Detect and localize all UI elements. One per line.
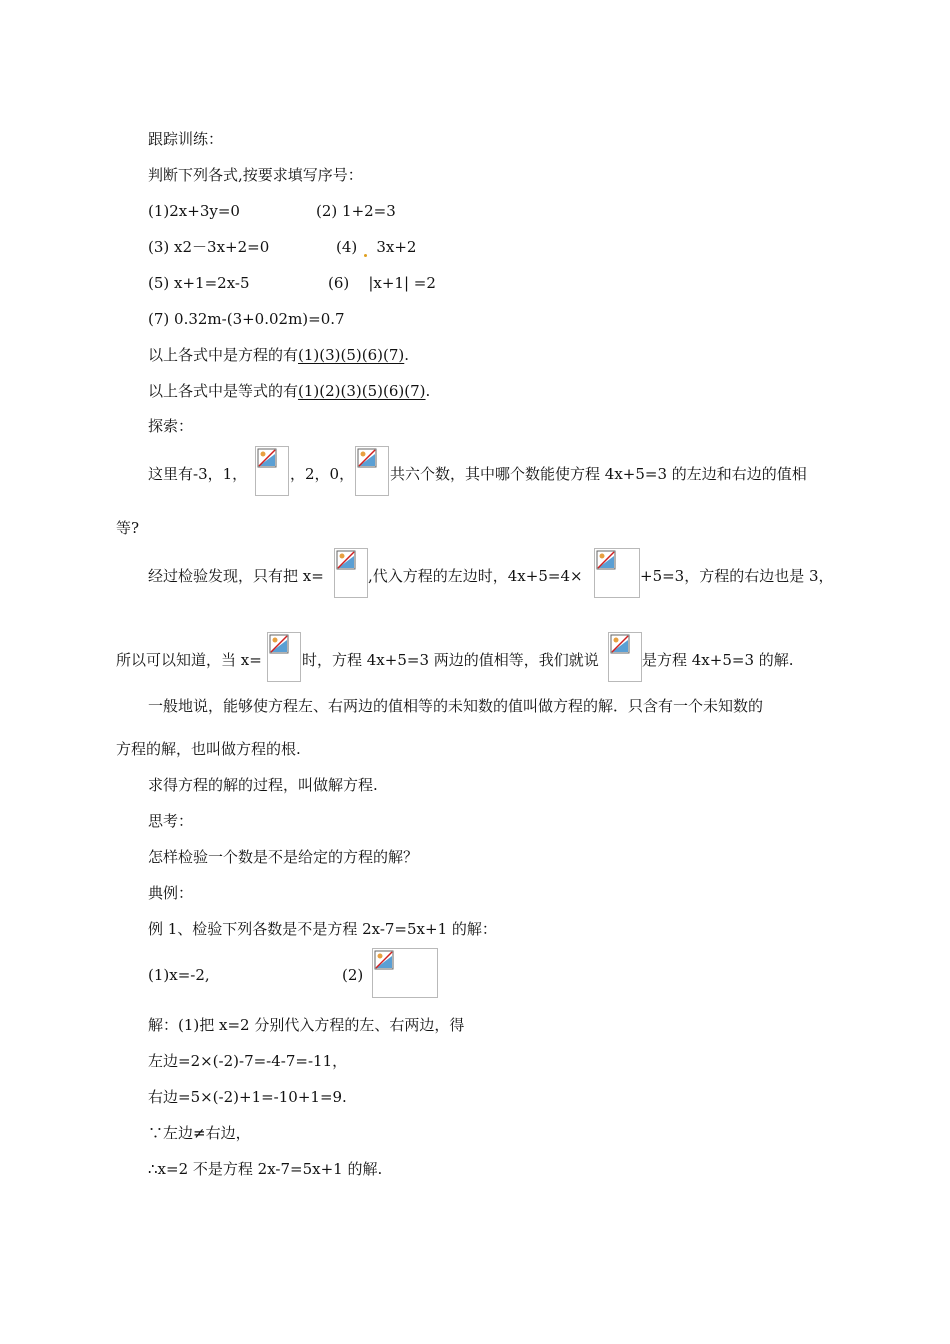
- item-num: (2): [316, 202, 338, 220]
- check2-text-c: 是方程 4x+5=3 的解.: [642, 651, 794, 669]
- orange-dot-mark: [364, 254, 367, 257]
- broken-image-icon: [336, 550, 356, 570]
- fraction-image-placeholder: [355, 446, 389, 496]
- item-num: (7): [148, 310, 170, 328]
- answer-suffix: .: [404, 346, 410, 364]
- think-question: 怎样检验一个数是不是给定的方程的解？: [148, 848, 419, 866]
- item-expr: 0.32m-(3+0.02m)=0.7: [174, 310, 345, 328]
- item-5: [148, 273, 250, 293]
- item-expr: x+1=2x-5: [174, 274, 250, 292]
- answer-prefix: 以上各式中是方程的有: [148, 346, 299, 364]
- item-3: [148, 237, 269, 257]
- broken-image-icon: [610, 634, 630, 654]
- fraction-image-placeholder: [267, 632, 301, 682]
- solve-definition: 求得方程的解的过程，叫做解方程.: [148, 776, 378, 794]
- check-text-a: 经过检验发现，只有把 x=: [148, 567, 324, 585]
- solution-intro: 解：(1)把 x=2 分别代入方程的左、右两边，得: [148, 1016, 465, 1034]
- fraction-image-placeholder: [608, 632, 642, 682]
- fraction-image-placeholder: [255, 446, 289, 496]
- answer-value: (1)(3)(5)(6)(7): [298, 346, 405, 364]
- check-text-c: +5=3，方程的右边也是 3，: [640, 567, 834, 585]
- check2-text-b: 时，方程 4x+5=3 两边的值相等，我们就说: [302, 651, 599, 669]
- broken-image-icon: [269, 634, 289, 654]
- explore-text-b: ，2，0，: [290, 465, 355, 483]
- broken-image-icon: [257, 448, 277, 468]
- item-num: (3): [148, 238, 170, 256]
- item-expr: x2－3x+2=0: [174, 238, 270, 256]
- check-text-b: ,代入方程的左边时，4x+5=4×: [368, 567, 583, 585]
- heading-example: 典例：: [148, 884, 194, 902]
- heading-think: 思考：: [148, 812, 194, 830]
- explore-text-c: 共六个数，其中哪个数能使方程 4x+5=3 的左边和右边的值相: [390, 465, 807, 483]
- answer-suffix: .: [425, 382, 431, 400]
- item-expr: 2x+3y=0: [169, 202, 240, 220]
- item-num: (4): [336, 238, 358, 256]
- right-side-calc: 右边=5×(-2)+1=-10+1=9.: [148, 1088, 347, 1106]
- therefore-statement: ∴x=2 不是方程 2x-7=5x+1 的解.: [148, 1160, 383, 1178]
- definition-line-2: 方程的解，也叫做方程的根.: [116, 740, 301, 758]
- fraction-image-placeholder: [334, 548, 368, 598]
- because-statement: ∵左边≠右边，: [148, 1124, 251, 1142]
- item-7: [148, 309, 345, 329]
- item-4: [336, 237, 416, 257]
- answer-prefix: 以上各式中是等式的有: [148, 382, 299, 400]
- item-6: [328, 273, 436, 293]
- heading-explore: 探索：: [148, 417, 194, 435]
- example-option-1: (1)x=-2,: [148, 966, 210, 984]
- broken-image-icon: [374, 950, 394, 970]
- item-num: (5): [148, 274, 170, 292]
- explore-line-2: 等?: [116, 519, 140, 537]
- broken-image-icon: [596, 550, 616, 570]
- item-num: (1): [148, 202, 170, 220]
- item-expr: 1+2=3: [342, 202, 396, 220]
- left-side-calc: 左边=2×(-2)-7=-4-7=-11，: [148, 1052, 348, 1070]
- check2-text-a: 所以可以知道，当 x=: [116, 651, 262, 669]
- answer-equations: [148, 345, 409, 365]
- explore-text-a: 这里有-3，1，: [148, 465, 248, 483]
- fraction-image-placeholder: [594, 548, 640, 598]
- instruction-text: 判断下列各式,按要求填写序号：: [148, 166, 363, 184]
- example-1: 例 1、检验下列各数是不是方程 2x-7=5x+1 的解：: [148, 920, 497, 938]
- item-2: [316, 201, 396, 221]
- answer-value: (1)(2)(3)(5)(6)(7): [298, 382, 426, 400]
- item-1: [148, 201, 240, 221]
- item-expr: |x+1| =2: [368, 274, 436, 292]
- example-option-2: (2): [342, 966, 364, 984]
- item-num: (6): [328, 274, 350, 292]
- fraction-image-placeholder: [372, 948, 438, 998]
- heading-tracking: 跟踪训练：: [148, 130, 224, 148]
- item-expr: 3x+2: [376, 238, 417, 256]
- answer-equalities: [148, 381, 430, 401]
- broken-image-icon: [357, 448, 377, 468]
- definition-line-1: 一般地说，能够使方程左、右两边的值相等的未知数的值叫做方程的解．只含有一个未知数的: [148, 697, 764, 715]
